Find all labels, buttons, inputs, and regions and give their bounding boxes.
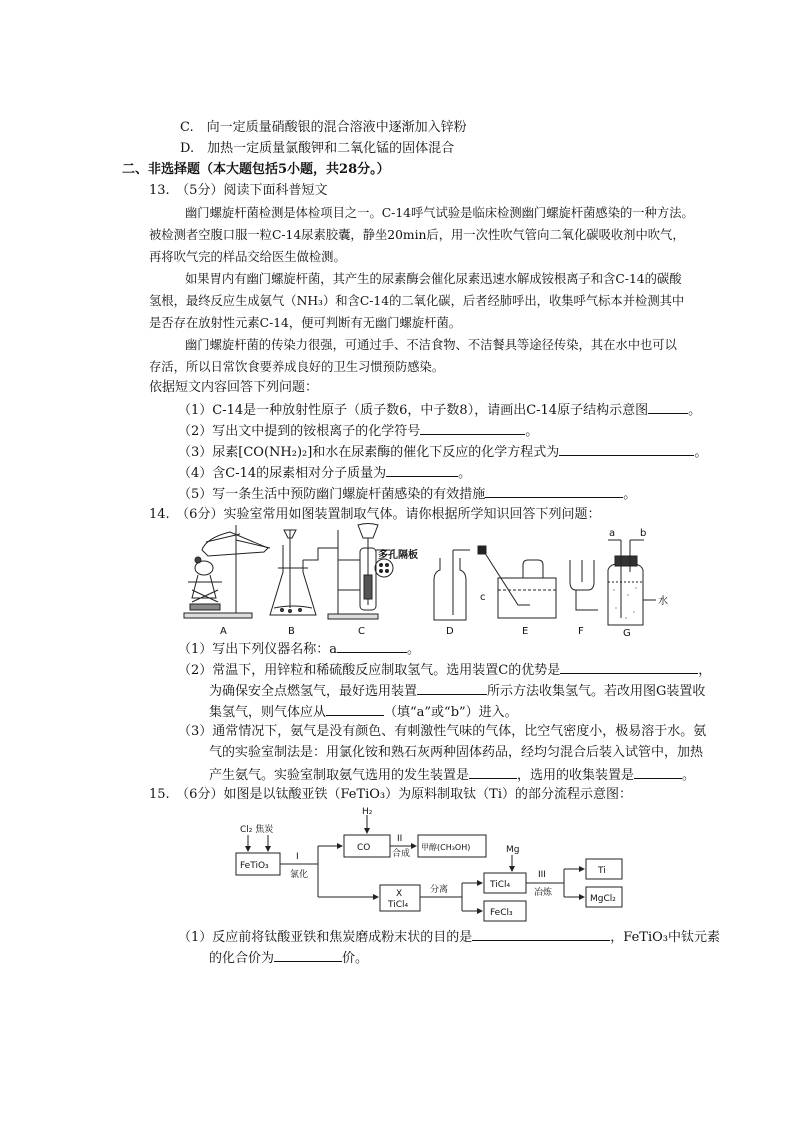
q13-p2-l3: 是否存在放射性元素C-14，便可判断有无幽门螺旋杆菌。 xyxy=(149,316,462,330)
flow-in1: Cl₂ 焦炭 xyxy=(240,825,274,835)
q14-q3-blank-1[interactable] xyxy=(469,765,517,779)
apparatus-c xyxy=(328,524,393,620)
q14-q2-l3-end: （填“a”或“b”）进入。 xyxy=(384,705,518,720)
apparatus-b xyxy=(270,530,338,615)
option-d: D. 加热一定质量氯酸钾和二氧化锰的固体混合 xyxy=(180,141,455,156)
flow-ticl4-a: TiCl₄ xyxy=(388,900,409,910)
q14-q2-l2 xyxy=(209,681,705,701)
q15-q1-blank-1[interactable] xyxy=(472,927,610,941)
label-d: D xyxy=(446,626,454,637)
q13-p1-l2: 被检测者空腹口服一粒C-14尿素胶囊，静坐20min后，用一次性吹气管向二氧化碳吸收剂中吹气， xyxy=(149,228,685,242)
q14-q1 xyxy=(178,639,420,659)
q14-q2-l1-text: （2）常温下，用锌粒和稀硫酸反应制取氢气。选用装置C的优势是 xyxy=(178,663,561,678)
section-title: 二、非选择题（本大题包括5小题，共28分。） xyxy=(122,162,390,177)
label-g: G xyxy=(623,628,631,639)
q13-header: 13. （5分）阅读下面科普短文 xyxy=(149,183,328,198)
q14-q2-l2b: 所示方法收集氢气。若改用图G装置收 xyxy=(487,684,706,699)
q13-q2-period: 。 xyxy=(525,424,539,439)
label-port-b: b xyxy=(640,528,647,539)
apparatus-a xyxy=(184,525,270,618)
q13-p3-l1: 幽门螺旋杆菌的传染力很强，可通过手、不洁食物、不洁餐具等途径传染，其在水中也可以 xyxy=(185,338,677,352)
q14-q2-l3 xyxy=(209,702,518,722)
q13-q5-blank[interactable] xyxy=(485,484,623,498)
flow-ti: Ti xyxy=(598,866,606,876)
label-port-a: a xyxy=(609,528,616,539)
flow-methanol: 甲醇(CH₃OH) xyxy=(421,843,471,852)
q13-q3-period: 。 xyxy=(694,445,708,460)
flow-x: X xyxy=(396,889,403,899)
apparatus-e xyxy=(478,546,556,618)
q15-q1-l2 xyxy=(209,948,368,968)
q14-q2-blank-1[interactable] xyxy=(560,660,698,674)
q13-intro: 依据短文内容回答下列问题： xyxy=(149,380,319,395)
flow-co: CO xyxy=(357,843,371,853)
label-port-c: c xyxy=(480,592,486,603)
flow-diagram xyxy=(230,805,650,925)
q13-q3 xyxy=(178,442,707,462)
flow-fetio3: FeTiO₃ xyxy=(240,861,269,871)
q14-q2-l1 xyxy=(178,660,711,680)
q15-q1-l2a: 的化合价为 xyxy=(209,951,275,966)
q13-q4-text: （4）含C-14的尿素相对分子质量为 xyxy=(178,466,387,481)
q13-q5-period: 。 xyxy=(623,487,637,502)
label-b: B xyxy=(288,626,295,637)
q13-q1-period: 。 xyxy=(688,403,702,418)
apparatus-d xyxy=(434,550,470,620)
flow-smelt: 冶炼 xyxy=(534,888,553,898)
q14-q1-text: （1）写出下列仪器名称：a xyxy=(178,642,338,657)
q14-q3-l3b: ，选用的收集装置是 xyxy=(517,768,635,783)
q13-q2 xyxy=(178,421,538,441)
q13-q4-blank[interactable] xyxy=(386,463,458,477)
q14-q3-blank-2[interactable] xyxy=(634,765,682,779)
q13-p2-l2: 氢根，最终反应生成氨气（NH₃）和含C-14的二氧化碳，后者经肺呼出，收集呼气标本并检测其中 xyxy=(149,294,685,308)
flow-step2: II xyxy=(397,834,403,844)
label-a: A xyxy=(220,626,227,637)
label-f: F xyxy=(578,626,584,637)
q13-q5 xyxy=(178,484,636,504)
q13-q2-blank[interactable] xyxy=(420,421,525,435)
q14-q3-l2: 气的实验室制法是：用氯化铵和熟石灰两种固体药品，经均匀混合后装入试管中，加热 xyxy=(209,745,704,760)
flow-mg: Mg xyxy=(506,845,520,855)
q13-q3-text: （3）尿素[CO(NH₂)₂]和水在尿素酶的催化下反应的化学方程式为 xyxy=(178,445,560,460)
apparatus-f xyxy=(570,560,598,610)
q13-p1-l3: 再将吹气完的样品交给医生做检测。 xyxy=(149,250,346,264)
flow-sep: 分离 xyxy=(430,885,449,895)
option-c: C. 向一定质量硝酸银的混合溶液中逐渐加入锌粉 xyxy=(180,120,467,135)
q14-q1-blank[interactable] xyxy=(337,639,407,653)
q14-q3-l3a: 产生氨气。实验室制取氨气选用的发生装置是 xyxy=(209,768,470,783)
flow-mgcl2: MgCl₂ xyxy=(590,894,616,904)
label-multihole: 多孔隔板 xyxy=(378,550,418,561)
q14-q2-l2a: 为确保安全点燃氢气，最好选用装置 xyxy=(209,684,418,699)
q14-q2-blank-3[interactable] xyxy=(326,702,384,716)
q15-q1-blank-2[interactable] xyxy=(274,948,342,962)
q14-q1-period: 。 xyxy=(407,642,421,657)
q15-q1-l1 xyxy=(178,927,720,947)
q15-q1-l2b: 价。 xyxy=(342,951,369,966)
apparatus-diagram xyxy=(178,520,678,640)
label-water: 水 xyxy=(658,596,668,607)
q13-q5-text: （5）写一条生活中预防幽门螺旋杆菌感染的有效措施 xyxy=(178,487,486,502)
label-e: E xyxy=(522,626,529,637)
q13-q1-blank[interactable] xyxy=(648,400,688,414)
flow-synth: 合成 xyxy=(392,849,411,859)
q13-p2-l1: 如果胃内有幽门螺旋杆菌，其产生的尿素酶会催化尿素迅速水解成铵根离子和含C-14的碳酸 xyxy=(185,272,682,286)
flow-step3: III xyxy=(538,870,546,880)
q15-header: 15. （6分）如图是以钛酸亚铁（FeTiO₃）为原料制取钛（Ti）的部分流程示意图： xyxy=(149,787,632,802)
q14-q2-l1-end: ， xyxy=(698,663,712,678)
q14-q3-l3-end: 。 xyxy=(682,768,696,783)
q14-q3-l3 xyxy=(209,765,695,785)
q15-q1-l1b: ，FeTiO₃中钛元素 xyxy=(610,930,720,945)
q14-q3-l1: （3）通常情况下，氨气是没有颜色、有刺激性气味的气体，比空气密度小，极易溶于水。氨 xyxy=(178,724,707,739)
q13-q3-blank[interactable] xyxy=(559,442,694,456)
flow-chlor: 氯化 xyxy=(290,870,309,880)
q14-q2-l3-text: 集氢气，则气体应从 xyxy=(209,705,327,720)
q13-q2-text: （2）写出文中提到的铵根离子的化学符号 xyxy=(178,424,421,439)
q13-p3-l2: 存活，所以日常饮食要养成良好的卫生习惯预防感染。 xyxy=(149,360,445,374)
q13-q1-text: （1）C-14是一种放射性原子（质子数6，中子数8），请画出C-14原子结构示意图 xyxy=(178,403,649,418)
q14-header: 14. （6分）实验室常用如图装置制取气体。请你根据所学知识回答下列问题： xyxy=(149,507,601,522)
label-c: C xyxy=(358,626,365,637)
q13-q1 xyxy=(178,400,701,420)
q13-q4-period: 。 xyxy=(458,466,472,481)
q13-p1-l1: 幽门螺旋杆菌检测是体检项目之一。C-14呼气试验是临床检测幽门螺旋杆菌感染的一种方法。 xyxy=(185,206,694,220)
q13-q4 xyxy=(178,463,471,483)
q15-q1-l1a: （1）反应前将钛酸亚铁和焦炭磨成粉末状的目的是 xyxy=(178,930,473,945)
flow-step1: I xyxy=(296,852,299,862)
flow-h2: H₂ xyxy=(362,807,373,817)
flow-fecl3: FeCl₃ xyxy=(490,908,513,918)
flow-ticl4-b: TiCl₄ xyxy=(490,880,511,890)
q14-q2-blank-2[interactable] xyxy=(417,681,487,695)
apparatus-g xyxy=(608,540,656,625)
